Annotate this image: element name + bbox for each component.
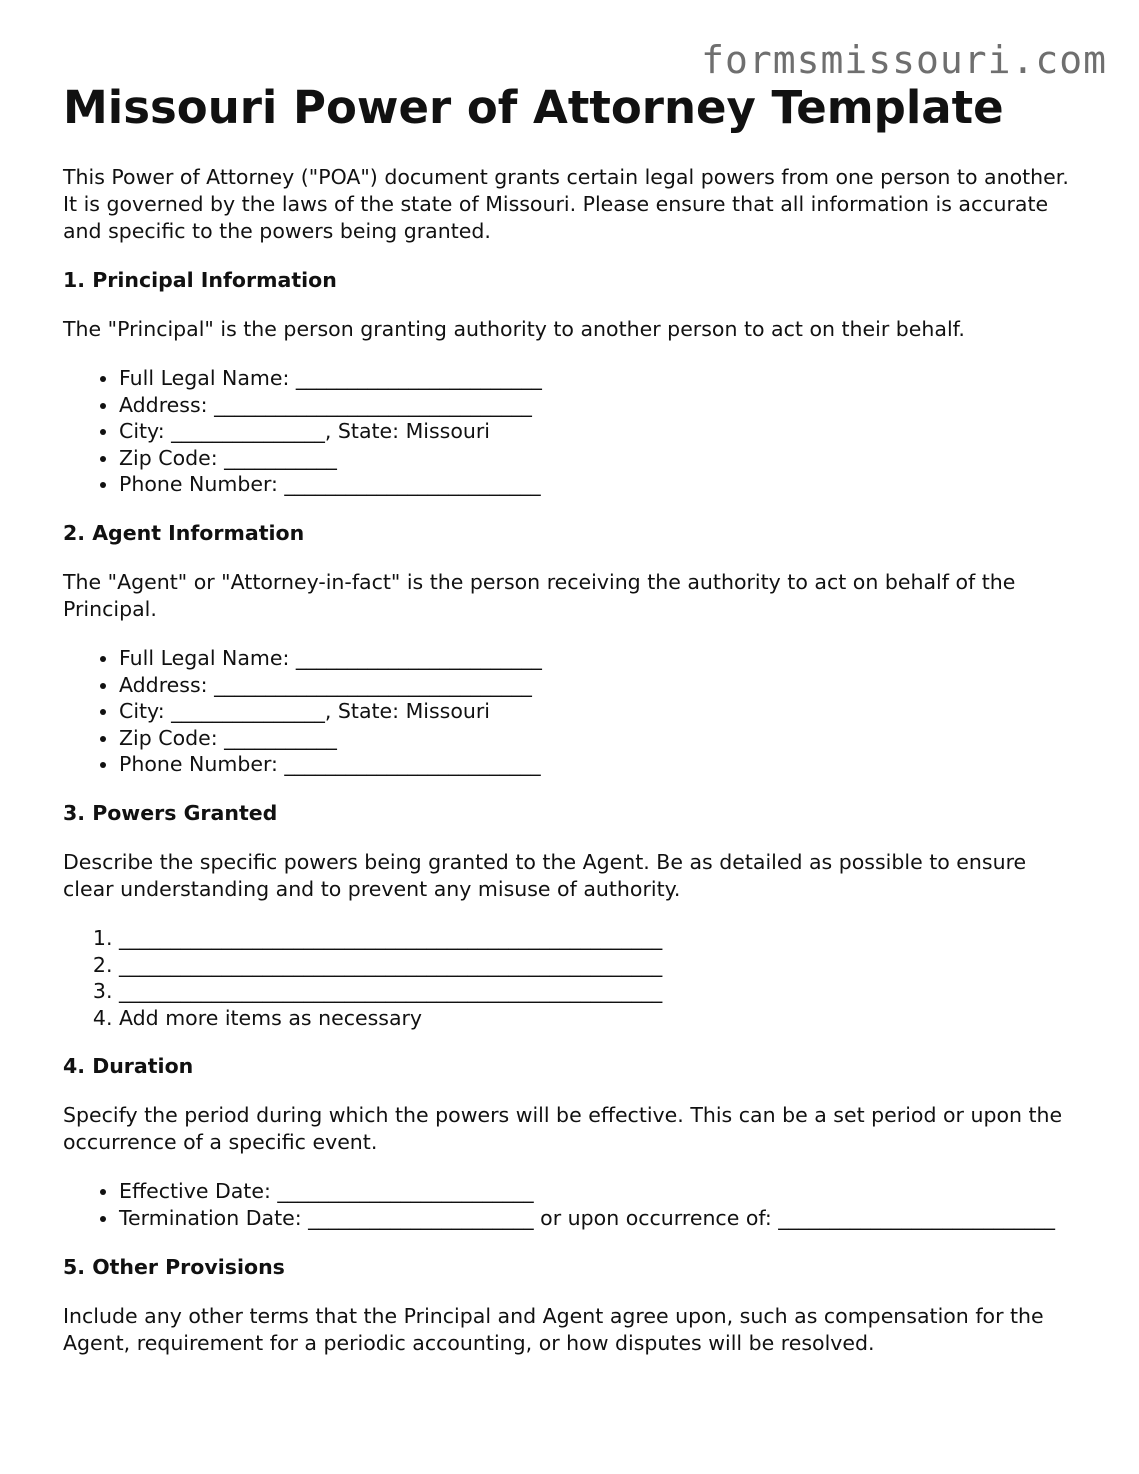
watermark: formsmissouri.com bbox=[701, 38, 1107, 82]
section-description-principal: The "Principal" is the person granting authority to another person to act on their behalf. bbox=[63, 317, 965, 341]
section-heading-powers: 3. Powers Granted bbox=[63, 800, 278, 825]
agent-phone-number-field: • Phone Number: _________________________ bbox=[119, 751, 1073, 778]
agent-city-state-field: • City: _______________, State: Missouri bbox=[119, 698, 1073, 725]
section-heading-principal: 1. Principal Information bbox=[63, 268, 337, 292]
principal-zip-code-field: • Zip Code: ___________ bbox=[119, 445, 1073, 472]
section-description-other: Include any other terms that the Principal and Agent agree upon, such as compensation for the Agent, requirement for a periodic accounting, or how disputes will be resolved. bbox=[63, 1303, 1044, 1355]
power-item-4: 4. Add more items as necessary bbox=[119, 1005, 1073, 1032]
principal-phone-number-field: • Phone Number: _________________________ bbox=[119, 471, 1073, 498]
page-title: Missouri Power of Attorney Template bbox=[63, 81, 1004, 134]
agent-fields-list bbox=[63, 645, 1073, 778]
section-description-duration: Specify the period during which the powers will be effective. This can be a set period or upon the occurrence of a specific event. bbox=[63, 1103, 1063, 1155]
agent-address-field: • Address: _______________________________ bbox=[119, 672, 1073, 699]
section-description-powers: Describe the specific powers being granted to the Agent. Be as detailed as possible to ensure clear understanding and to prevent any misuse of authority. bbox=[63, 849, 1027, 901]
termination-date-field: • Termination Date: ______________________ or upon occurrence of: ___________________________ bbox=[119, 1205, 1073, 1232]
document-page bbox=[63, 80, 1073, 1357]
effective-date-field: • Effective Date: _________________________ bbox=[119, 1178, 1073, 1205]
principal-address-field: • Address: _______________________________ bbox=[119, 392, 1073, 419]
power-item-2: 2. _____________________________________________________ bbox=[119, 952, 1073, 979]
principal-full-legal-name-field: • Full Legal Name: ________________________ bbox=[119, 365, 1073, 392]
power-item-3: 3. _____________________________________________________ bbox=[119, 978, 1073, 1005]
section-heading-agent: 2. Agent Information bbox=[63, 520, 305, 545]
power-item-1: 1. _____________________________________________________ bbox=[119, 925, 1073, 952]
principal-city-state-field: • City: _______________, State: Missouri bbox=[119, 418, 1073, 445]
agent-zip-code-field: • Zip Code: ___________ bbox=[119, 725, 1073, 752]
agent-full-legal-name-field: • Full Legal Name: ________________________ bbox=[119, 645, 1073, 672]
section-heading-duration: 4. Duration bbox=[63, 1054, 194, 1079]
duration-fields-list bbox=[63, 1178, 1073, 1231]
section-heading-other: 5. Other Provisions bbox=[63, 1254, 285, 1279]
principal-fields-list bbox=[63, 365, 1073, 498]
section-description-agent: The "Agent" or "Attorney-in-fact" is the person receiving the authority to act on behalf of the Principal. bbox=[63, 569, 1016, 621]
powers-list bbox=[63, 925, 1073, 1031]
intro-paragraph: This Power of Attorney ("POA") document grants certain legal powers from one person to another. It is governed by the laws of the state of Missouri. Please ensure that all information is accurate and specific to the powers being granted. bbox=[63, 165, 1069, 243]
